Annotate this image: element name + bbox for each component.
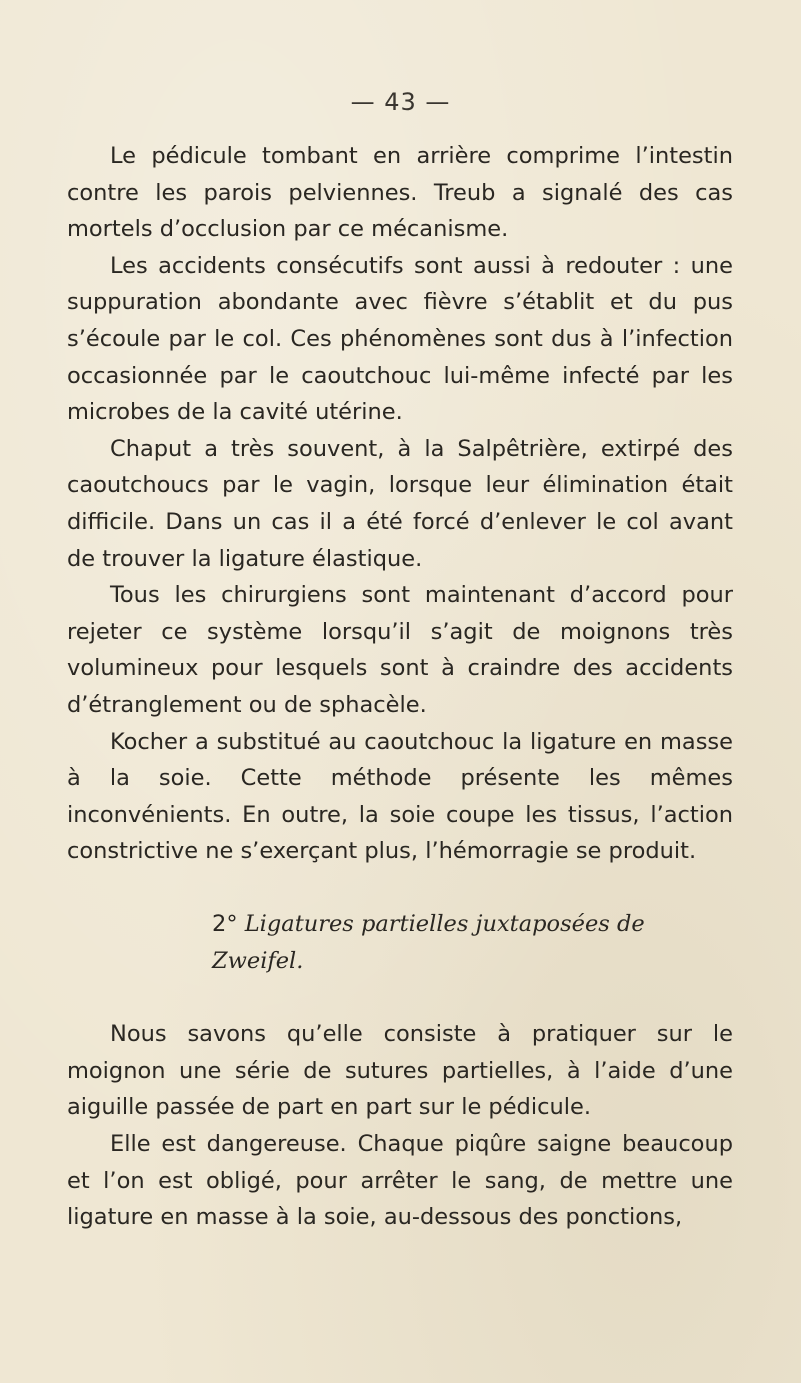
section-title: Ligatures partielles juxtaposées de Zweifel. (212, 911, 645, 975)
paragraph: Chaput a très souvent, à la Salpêtrière, extirpé des caoutchoucs par le vagin, lorsque leur élimination était difficile. Dans un cas il a été forcé d’enlever le col avant de trouver la ligature élastique. (67, 435, 733, 572)
section-number: 2° (212, 911, 238, 938)
paragraph: Le pédicule tombant en arrière comprime l’intestin contre les parois pelviennes. Treub a signalé des cas mortels d’occlusion par ce mécanisme. (67, 143, 733, 243)
paragraph: Les accidents consécutifs sont aussi à redouter : une suppuration abondante avec fièvre s’établit et du pus s’écoule par le col. Ces phénomènes sont dus à l’infection occasionnée par le caoutchouc lui-même infecté par les microbes de la cavité utérine. (67, 252, 733, 426)
page-number: — 43 — (350, 88, 451, 116)
paragraph: Kocher a substitué au caoutchouc la ligature en masse à la soie. Cette méthode présente les mêmes inconvénients. En outre, la soie coupe les tissus, l’action constrictive ne s’exerçant plus, l’hémorragie se produit. (67, 728, 733, 865)
paragraph: Elle est dangereuse. Chaque piqûre saigne beaucoup et l’on est obligé, pour arrêter le sang, de mettre une ligature en masse à la soie, au-dessous des ponctions, (67, 1131, 733, 1231)
body-text (67, 138, 733, 1236)
paragraph: Nous savons qu’elle consiste à pratiquer sur le moignon une série de sutures partielles, à l’aide d’une aiguille passée de part en part sur le pédicule. (67, 1021, 733, 1121)
paragraph: Tous les chirurgiens sont maintenant d’accord pour rejeter ce système lorsqu’il s’agit de moignons très volumineux pour lesquels sont à craindre des accidents d’étranglement ou de sphacèle. (67, 582, 733, 718)
section-heading (67, 906, 733, 979)
